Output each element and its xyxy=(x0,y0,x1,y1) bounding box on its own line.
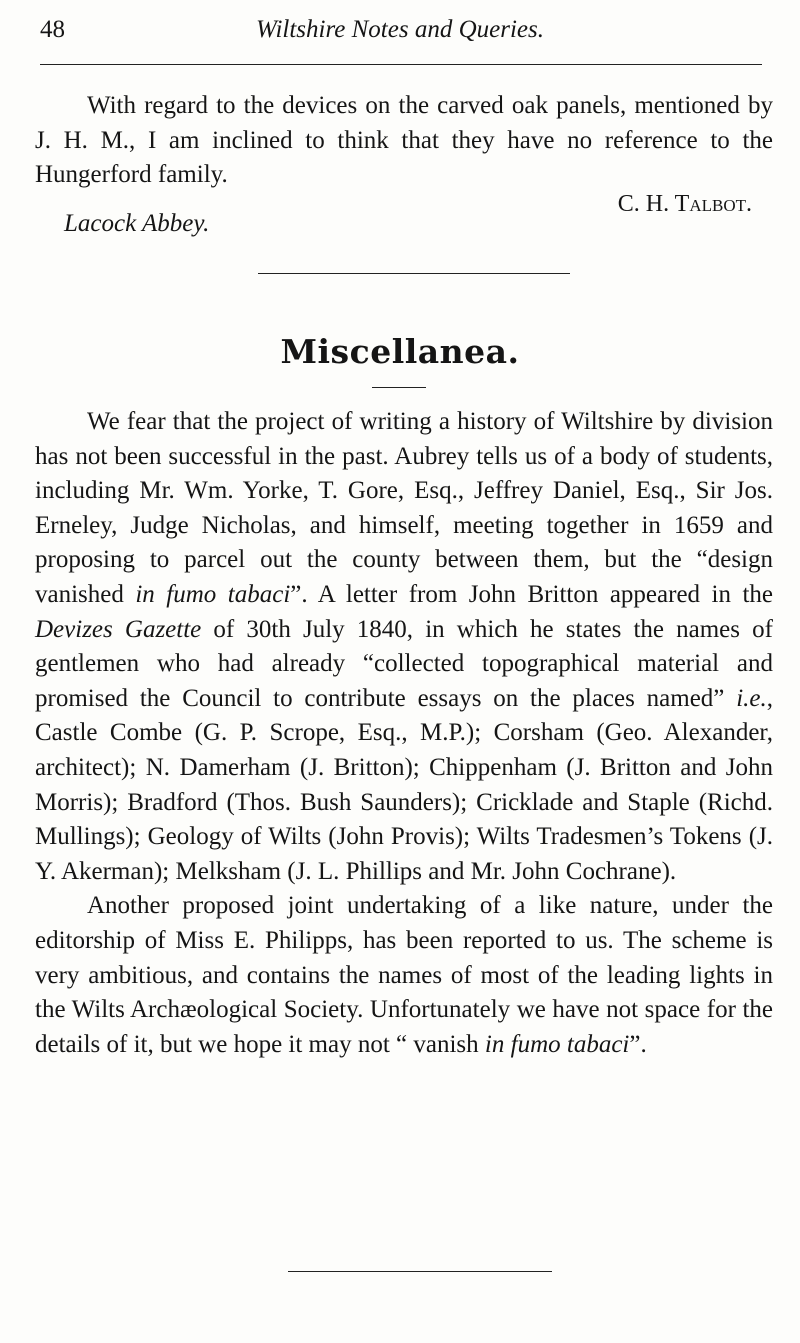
miscellanea-text xyxy=(35,405,773,1062)
end-rule xyxy=(288,1271,552,1272)
text-run: of 30th July 1840, in which he states the names of gentlemen who had already “collected topographical material and promised the Council to contribute essays on the places named” xyxy=(35,615,773,712)
italic-run: in fumo tabaci xyxy=(484,1030,630,1058)
text-run: ”. xyxy=(629,1030,647,1058)
text-run: , Castle Combe (G. P. Scrope, Esq., M.P.); Corsham (Geo. Alexander, architect); N. Damerham (J. Britton); Chippenham (J. Britton and John Morris); Bradford (Thos. Bush Saunders); Cricklade and Staple (Richd. Mullings); Geology of Wilts (John Provis); Wilts Tradesmen’s Tokens (J. Y. Akerman); Melksham (J. L. Phillips and Mr. John Cochrane). xyxy=(35,684,773,885)
journal-title: Wiltshire Notes and Queries. xyxy=(256,16,544,43)
letter-text xyxy=(35,89,773,193)
text-run: Another proposed joint undertaking of a like nature, under the editorship of Miss E. Philipps, has been reported to us. The scheme is very ambitious, and contains the names of most of the leading lights in the Wilts Archæological Society. Unfortunately we have not space for the details of it, but we hope it may not “ vanish xyxy=(35,892,773,1058)
miscellanea-paragraph-2 xyxy=(35,889,773,1062)
letter-place: Lacock Abbey. xyxy=(64,210,210,237)
text-run: ”. A letter from John Britton appeared in the xyxy=(290,580,773,608)
signature xyxy=(618,190,752,218)
text-run: We fear that the project of writing a history of Wiltshire by division has not been successful in the past. Aubrey tells us of a body of students, including Mr. Wm. Yorke, T. Gore, Esq., Jeffrey Daniel, Esq., Sir Jos. Erneley, Judge Nicholas, and himself, meeting together in 1659 and proposing to parcel out the county between them, but the “design vanished xyxy=(35,408,773,608)
letter-paragraph: With regard to the devices on the carved oak panels, mentioned by J. H. M., I am inclined to think that they have no reference to the Hungerford family. xyxy=(35,92,773,189)
page-number: 48 xyxy=(40,16,65,43)
header-rule xyxy=(40,64,762,65)
signature-name: C. H. Talbot. xyxy=(617,191,752,217)
running-head xyxy=(40,16,760,52)
miscellanea-paragraph-1 xyxy=(35,405,773,889)
section-separator-rule xyxy=(258,273,570,274)
italic-run: i.e. xyxy=(736,684,767,712)
italic-run: Devizes Gazette xyxy=(35,615,202,643)
heading-short-rule xyxy=(372,387,426,388)
section-heading: Miscellanea. xyxy=(280,332,520,371)
italic-run: in fumo tabaci xyxy=(135,580,291,608)
